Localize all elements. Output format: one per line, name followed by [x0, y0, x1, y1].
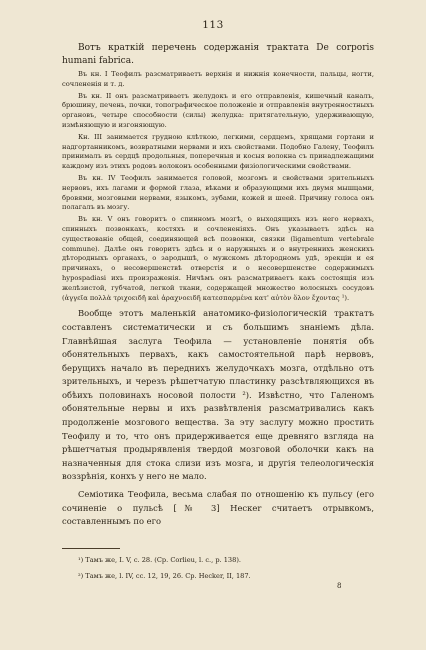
main-text [62, 42, 374, 529]
book-3-paragraph: Кн. III занимается грудною клѣткою, легкими, сердцемъ, хрящами гортани и надгортанникомъ, возвратными нервами и ихъ свойствами. Подобно Галену, Теофилъ принималъ въ сердцѣ продольныя, поперечныя и косыя волокна съ принадлежащими каждому изъ этихъ родовъ волоконъ особенными физіологическими свойствами. [62, 132, 374, 171]
book-2-paragraph: Въ кн. II онъ разсматриваетъ желудокъ и его отправленія, кишечный каналъ, брюшину, печень, почки, топографическое положеніе и отправленія внутренностныхъ органовъ, четыре способности (силы) желудка: притягательную, удерживающую, измѣняющую и изгоняющую. [62, 91, 374, 129]
title-paragraph: Вотъ краткій перечень содержанія трактата De corporis humani fabrica. [62, 43, 374, 66]
book-5-paragraph: Въ кн. V онъ говоритъ о спинномъ мозгѣ, о выходящихъ изъ него нервахъ, спинныхъ позвонкахъ, костяхъ и сочлененіяхъ. Онъ указываетъ здѣсь на существованіе общей, соединяющей всѣ позвонки, связки (ligamentum vertebrale commune). Далѣе онъ говоритъ здѣсь и о наружныхъ и о внутреннихъ женскихъ дѣтородныхъ органахъ, о зародышѣ, о мужскомъ дѣтородномъ удѣ, эрекціи и ея причинахъ, о несовершенствѣ отверстія и о несовершенстве содержимыхъ hypospadiasi ихъ произраженія. Ничѣмъ онъ разсматриваетъ какъ состоящія изъ желѣзистой, губчатой, легкой ткани, содержащей множество волосныхъ сосудовъ (ἀγγεῖα πολλὰ τριχοειδῆ καὶ ἀραχνοειδῆ κατεσπαρμένα κατ' αὐτὸν ὅλον ἔχοντας ¹). [62, 215, 374, 302]
footnotes [62, 556, 374, 587]
signature-mark: 8 [337, 582, 342, 590]
semiotics-paragraph: Семіотика Теофила, весьма слабая по отношенію къ пульсу (его сочиненіе о пульсѣ [№ 3] Нескеr считаетъ отрывкомъ, составленнымъ по его [62, 489, 374, 527]
footnote-1: ¹) Тамъ же, I. V, c. 28. (Ср. Corlieu, l. c., p. 138). [78, 556, 241, 564]
footnote-2: ²) Тамъ же, l. IV, cc. 12, 19, 26. Ср. Hecker, II, 187. [78, 571, 251, 580]
summary-paragraph: Вообще этотъ маленькій анатомико-физіологическій трактатъ составленъ систематически и съ большимъ знаніемъ дѣла. Главнѣйшая заслуга Теофила — установленіе понятія объ обонятельныхъ первахъ, какъ самостоятельной парѣ нервовъ, берущихъ начало въ переднихъ желудочкахъ мозга, отдѣльно отъ зрительныхъ, и черезъ рѣшетчатую пластинку разсѣтвляющихся въ обѣихъ половинахъ носовой полости ²). Извѣстно, что Галеномъ обонятельные нервы и ихъ развѣтвленія разсматривались какъ продолженіе мозгового вещества. За эту заслугу можно простить Теофилу и то, что онъ придерживается еще древняго взгляда на рѣшетчатыя продырявленія твердой мозговой оболочки какъ на назначенныя для стока слизи изъ мозга, и другія телеологическія воззрѣнія, конхъ у него не мало. [62, 308, 374, 482]
book-4-paragraph: Въ кн. IV Теофилъ занимается головой, мозгомъ и свойствами зрительныхъ нервовъ, ихъ лагами и формой глаза, вѣками и образующими ихъ двумя мышцами, бровями, мозговыми нервами, языкомъ, зубами, кожей и шеей. Причину голоса онъ полагалъ въ мозгу. [62, 173, 374, 212]
footnote-divider [62, 548, 120, 549]
book-1-paragraph: Въ кн. I Теофилъ разсматриваетъ верхнія и нижнія конечности, пальцы, ногти, сочлененія и т. д. [62, 70, 374, 88]
page-number: 113 [202, 19, 224, 31]
